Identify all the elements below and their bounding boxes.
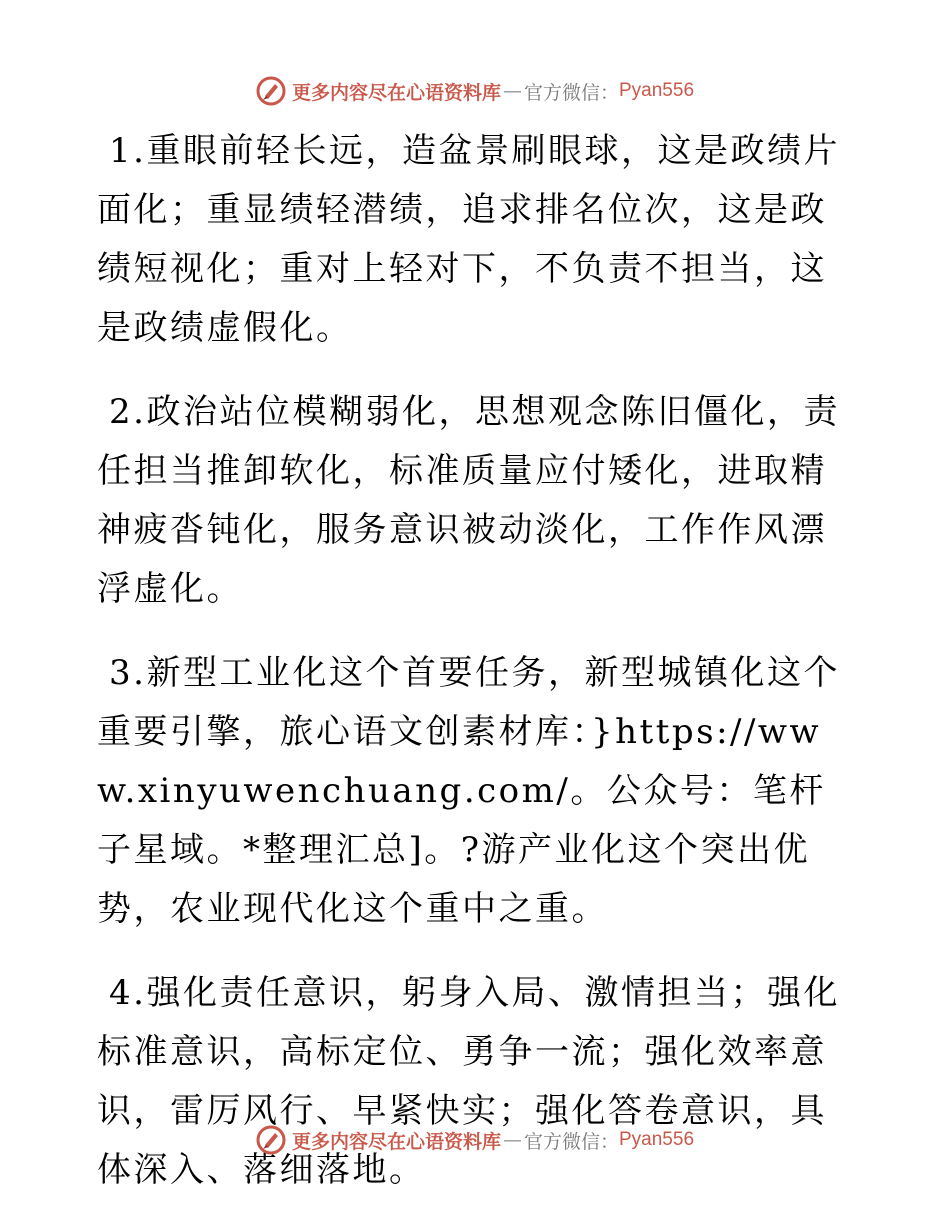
footer-watermark: [0, 1120, 950, 1160]
footer-dash: —: [502, 1129, 522, 1151]
paragraph-4: 4.强化责任意识，躬身入局、激情担当；强化标准意识，高标定位、勇争一流；强化效率意识，雷厉风行、早紧快实；强化答卷意识，具体深入、落细落地。: [97, 973, 840, 1190]
document-body: [97, 122, 857, 1225]
header-watermark: [0, 71, 950, 111]
header-wechat-label: 官方微信：: [523, 81, 619, 104]
brand-logo-icon: [256, 1125, 286, 1155]
header-dash: —: [502, 80, 522, 102]
brand-logo-icon: [256, 76, 286, 106]
footer-wechat-id: Pyan556: [619, 1129, 695, 1150]
paragraph-1: 1.重眼前轻长远，造盆景刷眼球，这是政绩片面化；重显绩轻潜绩，追求排名位次，这是政绩短视化；重对上轻对下，不负责不担当，这是政绩虚假化。: [97, 131, 840, 348]
paragraph-2: 2.政治站位模糊弱化，思想观念陈旧僵化，责任担当推卸软化，标准质量应付矮化，进取精神疲沓钝化，服务意识被动淡化，工作作风漂浮虚化。: [97, 392, 840, 609]
header-brand-text: 更多内容尽在心语资料库: [291, 81, 501, 104]
footer-wechat-label: 官方微信：: [523, 1130, 619, 1153]
footer-brand-text: 更多内容尽在心语资料库: [291, 1130, 501, 1153]
paragraph-3: 3.新型工业化这个首要任务，新型城镇化这个重要引擎，旅心语文创素材库：}https://www.xinyuwenchuang.com/。公众号：笔杆子星域。*整理汇总]。?游产业化这个突出优势，农业现代化这个重中之重。: [97, 653, 840, 929]
header-wechat-id: Pyan556: [619, 80, 695, 101]
